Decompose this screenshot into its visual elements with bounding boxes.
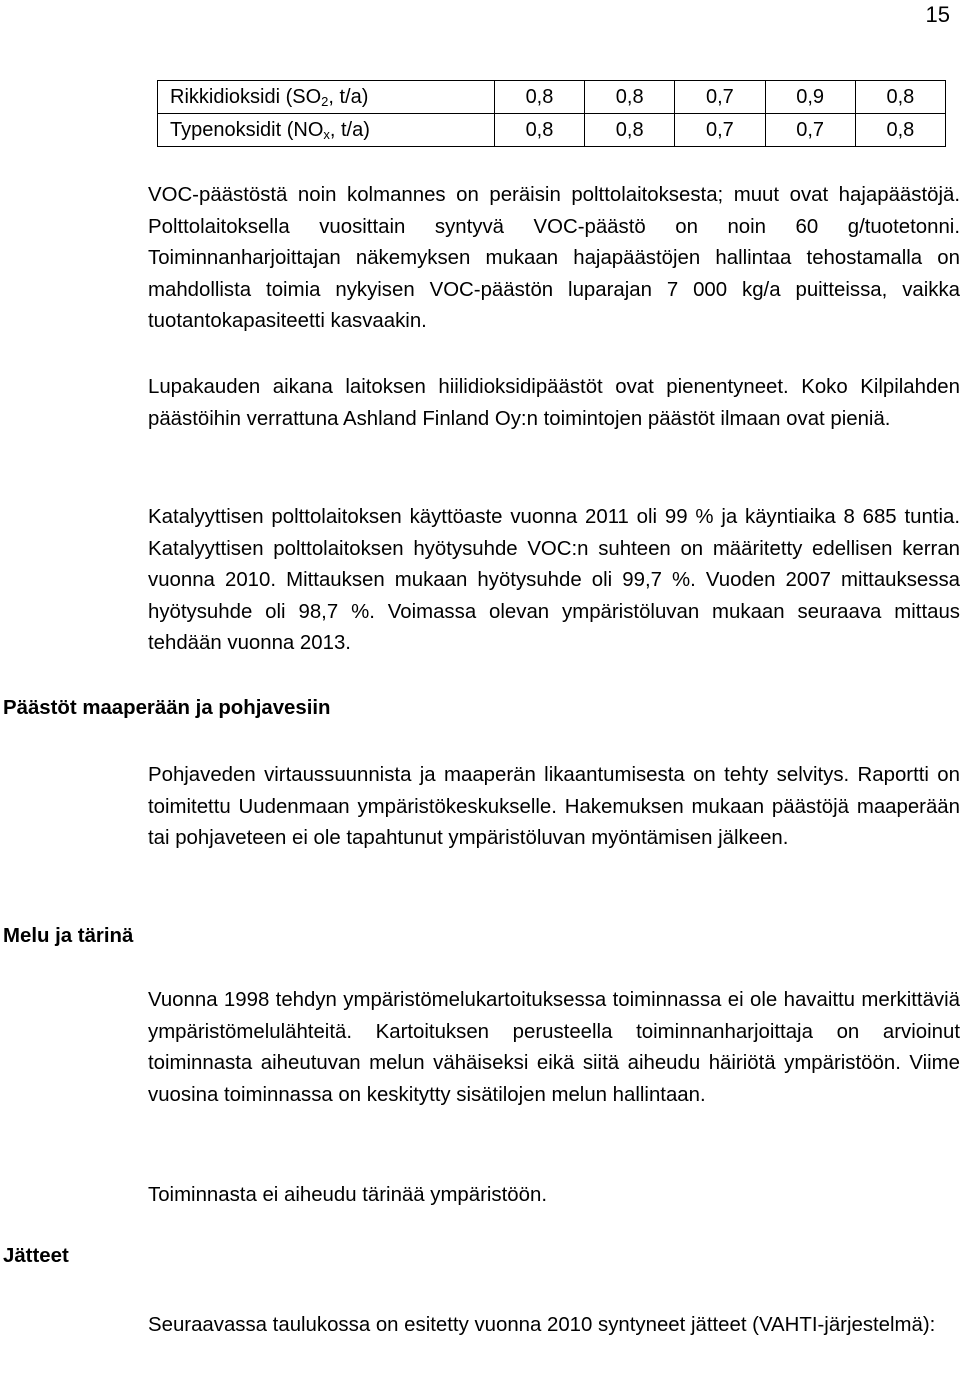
table-cell: 0,8 [855, 114, 945, 147]
table-cell: 0,7 [765, 114, 855, 147]
paragraph-co2: Lupakauden aikana laitoksen hiilidioksidipäästöt ovat pienentyneet. Koko Kilpilahden päästöihin verrattuna Ashland Finland Oy:n toimintojen päästöt ilmaan ovat pieniä. [148, 376, 960, 430]
table-cell: 0,8 [585, 81, 675, 114]
paragraph-voc: VOC-päästöstä noin kolmannes on peräisin polttolaitoksesta; muut ovat hajapäästöjä. Polttolaitoksella vuosittain syntyvä VOC-päästö on noin 60 g/tuotetonni. Toiminnanharjoittajan näkemyksen mukaan hajapäästöjen hallintaa tehostamalla on mahdollista toimia nykyisen VOC-päästön luparajan 7 000 kg/a puitteissa, vaikka tuotantokapasiteetti kasvaakin. [148, 184, 960, 332]
table-cell: 0,8 [585, 114, 675, 147]
paragraph-waste: Seuraavassa taulukossa on esitetty vuonna 2010 syntyneet jätteet (VAHTI-järjestelmä): [148, 1314, 936, 1336]
heading-waste: Jätteet [3, 1245, 69, 1267]
row-label-so2: Rikkidioksidi ($SO_2$, t/a) [158, 81, 495, 114]
heading-noise-vibration: Melu ja tärinä [3, 925, 134, 947]
table-row [158, 81, 946, 114]
paragraph-groundwater: Pohjaveden virtaussuunnista ja maaperän likaantumisesta on tehty selvitys. Raportti on toimitettu Uudenmaan ympäristökeskukselle. Hakemuksen mukaan päästöjä maaperään tai pohjaveteen ei ole tapahtunut ympäristöluvan myöntämisen jälkeen. [148, 764, 960, 849]
paragraph-vibration: Toiminnasta ei aiheudu tärinää ympäristöön. [148, 1184, 547, 1206]
table-row [158, 114, 946, 147]
paragraph-catalytic: Katalyyttisen polttolaitoksen käyttöaste vuonna 2011 oli 99 % ja käyntiaika 8 685 tuntia. Katalyyttisen polttolaitoksen hyötysuhde VOC:n suhteen on määritetty edellisen kerran vuonna 2010. Mittauksen mukaan hyötysuhde oli 99,7 %. Vuoden 2007 mittauksessa hyötysuhde oli 98,7 %. Voimassa olevan ympäristöluvan mukaan seuraava mittaus tehdään vuonna 2013. [148, 506, 960, 654]
heading-soil-groundwater: Päästöt maaperään ja pohjavesiin [3, 697, 331, 719]
table-cell: 0,7 [675, 81, 765, 114]
row-label-nox: Typenoksidit ($NO_x$, t/a) [158, 114, 495, 147]
paragraph-noise: Vuonna 1998 tehdyn ympäristömelukartoituksessa toiminnassa ei ole havaittu merkittäviä ympäristömelulähteitä. Kartoituksen perusteella toiminnanharjoittaja on arvioinut toiminnasta aiheutuvan melun vähäiseksi eikä siitä aiheudu häiriötä ympäristöön. Viime vuosina toiminnassa on keskitytty sisätilojen melun hallintaan. [148, 989, 960, 1106]
table-cell: 0,8 [855, 81, 945, 114]
emissions-table [157, 80, 946, 147]
table-cell: 0,8 [494, 114, 584, 147]
table-cell: 0,7 [675, 114, 765, 147]
page-number: 15 [925, 2, 950, 27]
table-cell: 0,8 [494, 81, 584, 114]
table-cell: 0,9 [765, 81, 855, 114]
